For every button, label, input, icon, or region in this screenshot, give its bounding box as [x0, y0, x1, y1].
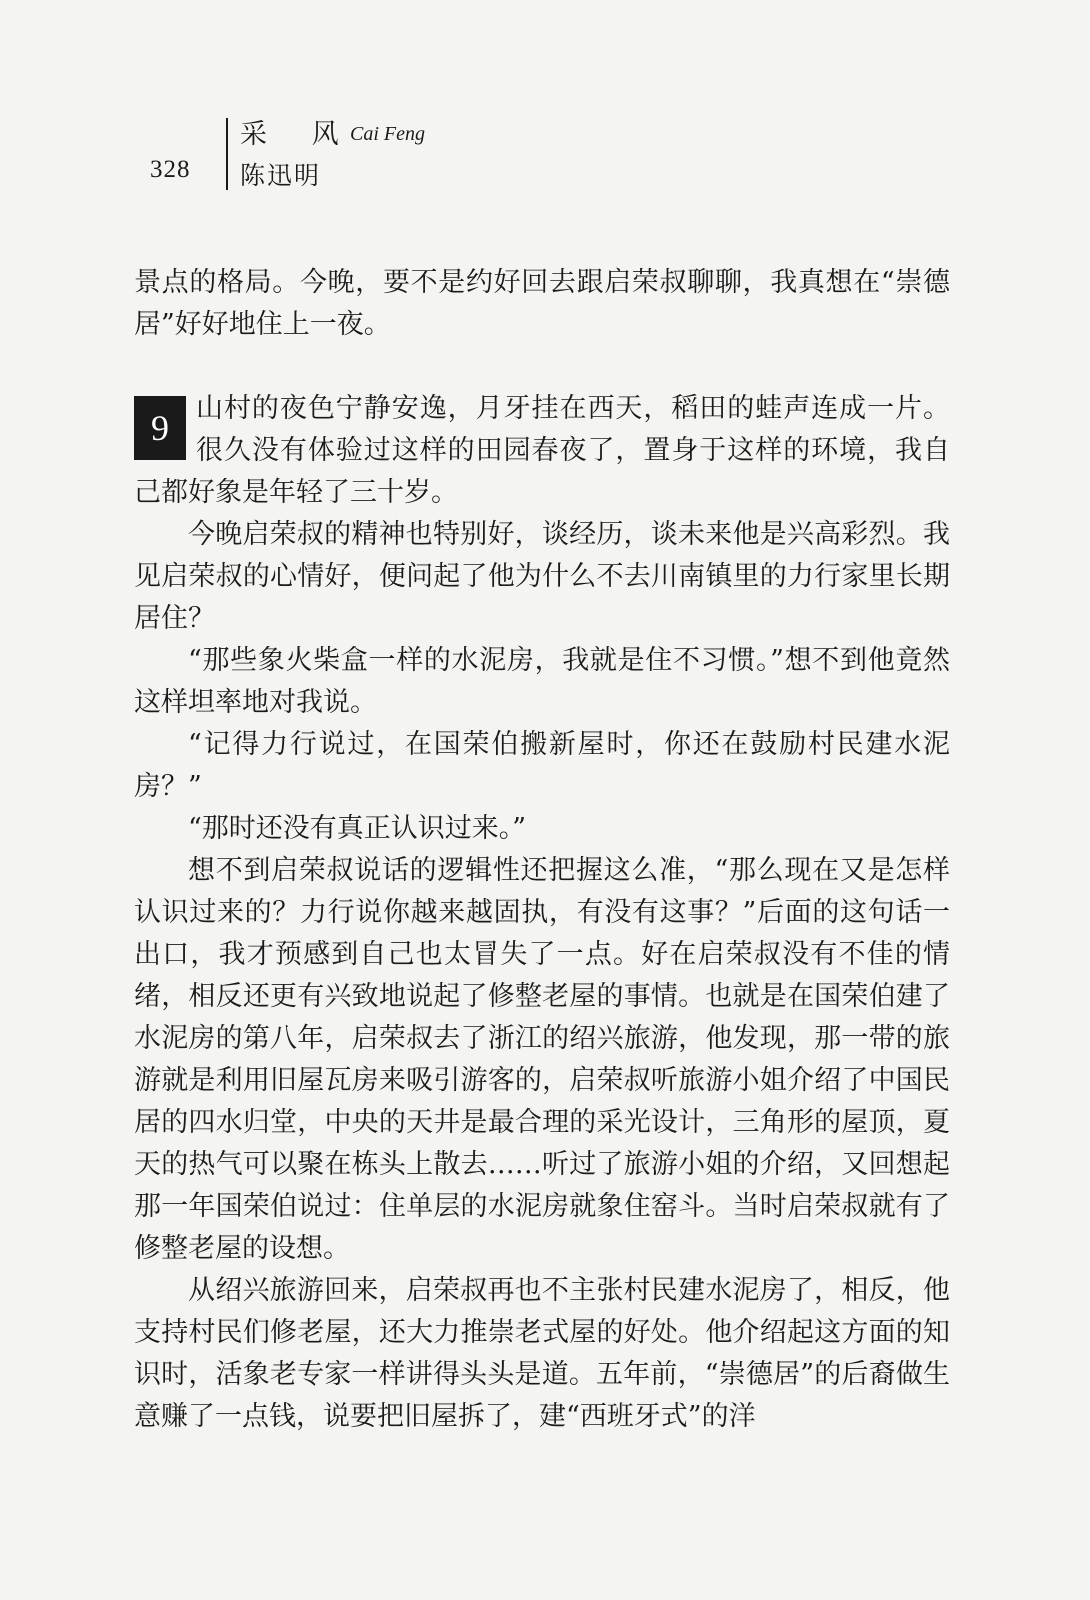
page-number: 328	[150, 156, 191, 183]
paragraph: 想不到启荣叔说话的逻辑性还把握这么准，“那么现在又是怎样认识过来的？力行说你越来越固执，有没有这事？”后面的这句话一出口，我才预感到自己也太冒失了一点。好在启荣叔没有不佳的情绪，相反还更有兴致地说起了修整老屋的事情。也就是在国荣伯建了水泥房的第八年，启荣叔去了浙江的绍兴旅游，他发现，那一带的旅游就是利用旧屋瓦房来吸引游客的，启荣叔听旅游小姐介绍了中国民居的四水归堂，中央的天井是最合理的采光设计，三角形的屋顶，夏天的热气可以聚在栋头上散去……听过了旅游小姐的介绍，又回想起那一年国荣伯说过：住单层的水泥房就象住窑斗。当时启荣叔就有了修整老屋的设想。	[134, 855, 950, 1264]
paragraph: 景点的格局。今晚，要不是约好回去跟启荣叔聊聊，我真想在“崇德居”好好地住上一夜。	[134, 267, 950, 340]
header-divider	[226, 118, 228, 190]
paragraph: “记得力行说过，在国荣伯搬新屋时，你还在鼓励村民建水泥房？”	[134, 729, 950, 802]
column-title: 采 风	[240, 119, 357, 150]
paragraph-text: 山村的夜色宁静安逸，月牙挂在西天，稻田的蛙声连成一片。很久没有体验过这样的田园春夜了，置身于这样的环境，我自己都好象是年轻了三十岁。	[134, 393, 950, 508]
section-start-paragraph	[134, 388, 950, 514]
column-title-latin: Cai Feng	[350, 123, 425, 145]
body-text	[134, 262, 950, 1438]
paragraph: 从绍兴旅游回来，启荣叔再也不主张村民建水泥房了，相反，他支持村民们修老屋，还大力推崇老式屋的好处。他介绍起这方面的知识时，活象老专家一样讲得头头是道。五年前，“崇德居”的后裔做生意赚了一点钱，说要把旧屋拆了，建“西班牙式”的洋	[134, 1275, 950, 1432]
paragraph: “那些象火柴盒一样的水泥房，我就是住不习惯。”想不到他竟然这样坦率地对我说。	[134, 645, 950, 718]
paragraph: 今晚启荣叔的精神也特别好，谈经历，谈未来他是兴高彩烈。我见启荣叔的心情好，便问起了他为什么不去川南镇里的力行家里长期居住？	[134, 519, 950, 634]
author-name: 陈迅明	[240, 161, 322, 190]
section-number-badge: 9	[134, 396, 186, 460]
paragraph: “那时还没有真正认识过来。”	[188, 813, 527, 844]
